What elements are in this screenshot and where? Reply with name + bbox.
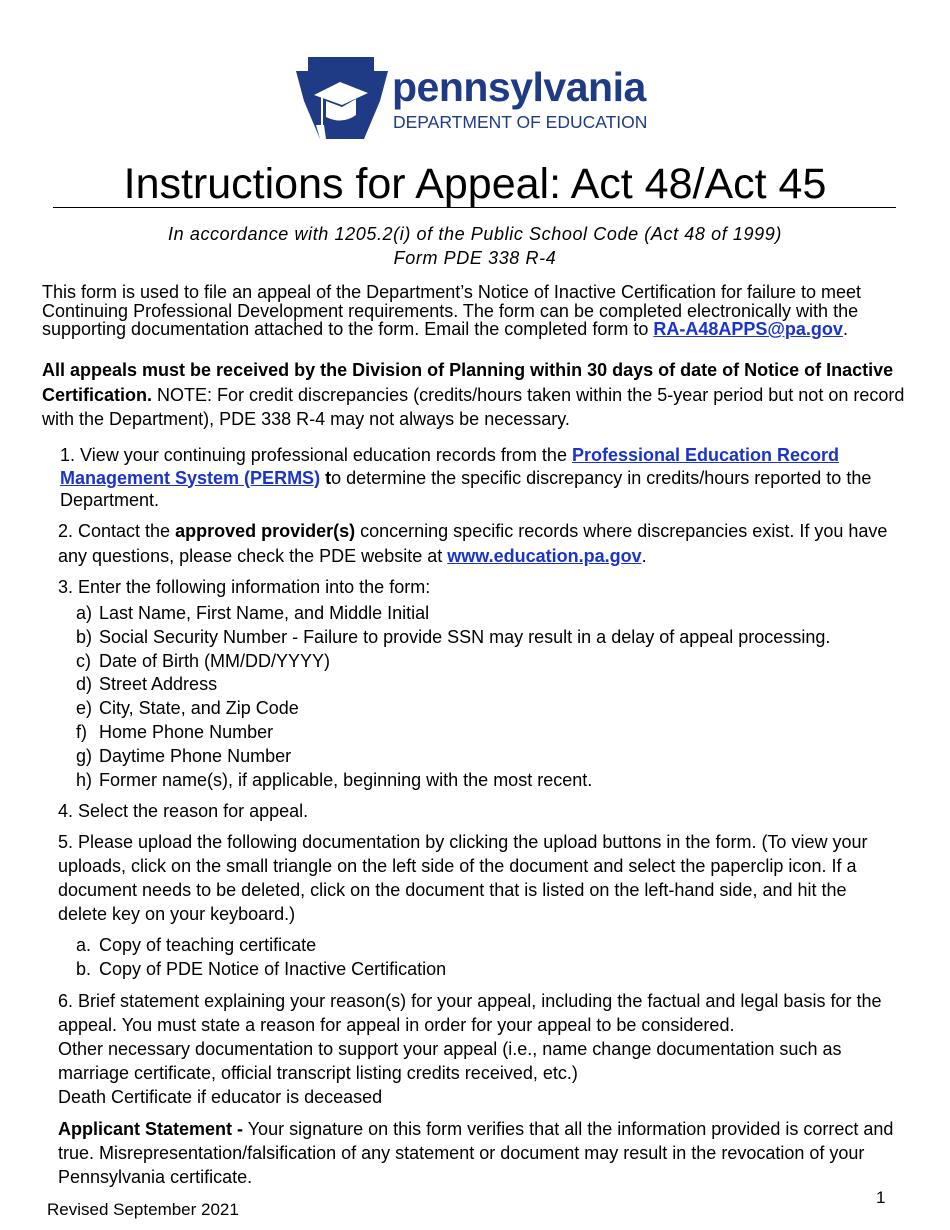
list-text: Home Phone Number xyxy=(99,722,274,742)
step-6-text: 6. Brief statement explaining your reason(s) for your appeal, including the factual and legal basis for the appeal. You must state a reason for appeal in order for your appeal to be considered. xyxy=(58,991,882,1035)
list-item xyxy=(76,625,830,649)
list-label: g) xyxy=(76,745,93,766)
deadline-notice xyxy=(42,358,912,432)
list-label: a. xyxy=(76,935,92,955)
step-2-mid: concerning specific records where discrepancies exist. If you have any questions, please check the PDE website at xyxy=(58,521,888,566)
list-label: c) xyxy=(76,650,91,671)
step-6 xyxy=(58,989,898,1109)
intro-text: This form is used to file an appeal of the Department’s Notice of Inactive Certification for failure to meet Continuing Professional Development requirements. The form can be completed electronically with the supporting documentation attached to the form. Email the completed form to xyxy=(42,282,862,339)
list-text: Street Address xyxy=(99,674,218,695)
list-text: Copy of PDE Notice of Inactive Certification xyxy=(99,959,447,979)
applicant-statement xyxy=(58,1117,898,1189)
pde-website-link[interactable]: www.education.pa.gov xyxy=(447,546,642,566)
list-item xyxy=(76,649,330,673)
step-1-text: 1. View your continuing professional education records from the xyxy=(60,445,572,465)
title-divider xyxy=(53,207,896,208)
subtitle-form: Form PDE 338 R-4 xyxy=(393,248,557,268)
step-1 xyxy=(60,444,890,512)
step-1-bold: t xyxy=(320,467,332,488)
list-text: Copy of teaching certificate xyxy=(99,935,317,955)
list-item xyxy=(76,957,446,981)
logo-department: DEPARTMENT OF EDUCATION xyxy=(393,112,648,132)
revised-date: Revised September 2021 xyxy=(47,1200,239,1219)
step-2-end: . xyxy=(641,546,647,566)
subtitle-code: In accordance with 1205.2(i) of the Public School Code (Act 48 of 1999) xyxy=(168,224,782,244)
deadline-bold: All appeals must be received by the Division of Planning within 30 days of date of Notice of Inactive Certification. xyxy=(42,360,894,405)
step-2-text: 2. Contact the xyxy=(58,521,176,541)
list-text: Daytime Phone Number xyxy=(99,745,292,766)
list-item xyxy=(76,601,429,625)
pde-logo xyxy=(296,55,656,143)
intro-end: . xyxy=(842,319,848,339)
statement-label: Applicant Statement - xyxy=(58,1119,244,1139)
list-item xyxy=(76,672,217,696)
perms-link[interactable]: Professional Education Record Management System (PERMS) xyxy=(60,445,840,488)
step-3: 3. Enter the following information into the form: xyxy=(58,577,431,597)
list-label: a) xyxy=(76,603,93,623)
step-1-rest: o determine the specific discrepancy in credits/hours reported to the Department. xyxy=(60,467,872,510)
other-docs: Other necessary documentation to support your appeal (i.e., name change documentation such as marriage certificate, official transcript listing credits received, etc.) xyxy=(58,1039,842,1083)
list-item xyxy=(76,720,273,744)
list-item xyxy=(76,933,316,957)
step-5: 5. Please upload the following documentation by clicking the upload buttons in the form. (To view your uploads, click on the small triangle on the left side of the document and select the paperclip icon. If a document needs to be deleted, click on the document that is listed on the left-hand side, and hit the delete key on your keyboard.) xyxy=(58,832,868,924)
page-title: Instructions for Appeal: Act 48/Act 45 xyxy=(123,160,827,208)
email-link[interactable]: RA-A48APPS@pa.gov xyxy=(653,319,843,339)
list-label: h) xyxy=(76,769,93,790)
approved-providers: approved provider(s) xyxy=(175,521,356,541)
list-label: d) xyxy=(76,674,93,695)
logo-wordmark: pennsylvania xyxy=(392,64,646,110)
list-item xyxy=(76,768,592,792)
list-text: City, State, and Zip Code xyxy=(99,698,299,719)
page-number: 1 xyxy=(876,1188,886,1207)
list-text: Date of Birth (MM/DD/YYYY) xyxy=(99,650,331,671)
deadline-note: NOTE: For credit discrepancies (credits/hours taken within the 5-year period but not on record with the Department), PDE 338 R-4 may not always be necessary. xyxy=(42,384,905,429)
list-label: b. xyxy=(76,959,92,979)
death-certificate: Death Certificate if educator is deceased xyxy=(58,1087,383,1107)
list-text: Former name(s), if applicable, beginning with the most recent. xyxy=(99,769,593,790)
step-2 xyxy=(58,519,898,569)
list-text: Social Security Number - Failure to provide SSN may result in a delay of appeal processing. xyxy=(99,626,831,647)
list-text: Last Name, First Name, and Middle Initial xyxy=(99,603,430,623)
intro-paragraph xyxy=(42,283,912,339)
step-4: 4. Select the reason for appeal. xyxy=(58,801,309,821)
list-item xyxy=(76,696,299,720)
list-label: e) xyxy=(76,698,93,719)
list-item xyxy=(76,744,291,768)
keystone-mortarboard-icon xyxy=(296,55,388,143)
list-label: b) xyxy=(76,626,93,647)
statement-text: Your signature on this form verifies that all the information provided is correct and true. Misrepresentation/falsification of any statement or document may result in the revocation of your Pennsylvania certificate. xyxy=(58,1119,894,1187)
list-label: f) xyxy=(76,722,87,742)
